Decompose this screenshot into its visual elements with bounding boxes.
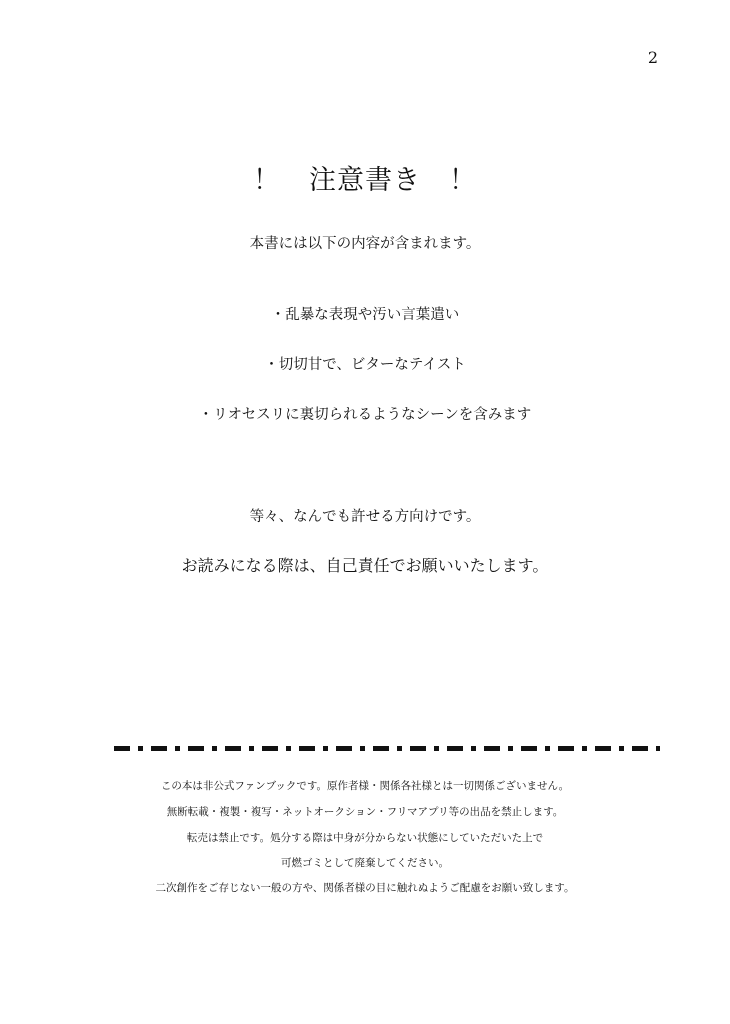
warning-item: ・乱暴な表現や汚い言葉遣い xyxy=(270,307,460,323)
dashed-divider xyxy=(114,746,660,751)
page-number: 2 xyxy=(647,48,658,67)
closing-text: お読みになる際は、自己責任でお願いいたします。 xyxy=(181,556,549,575)
notice-line: この本は非公式ファンブックです。原作者様・関係各社様とは一切関係ございません。 xyxy=(160,780,570,792)
intro-text: 本書には以下の内容が含まれます。 xyxy=(249,236,481,252)
notice-line: 転売は禁止です。処分する際は中身が分からない状態にしていただいた上で xyxy=(186,832,544,844)
warning-item: ・切切甘で、ビターなテイスト xyxy=(264,357,466,373)
notice-line: 可燃ゴミとして廃棄してください。 xyxy=(281,857,449,869)
closing-text: 等々、なんでも許せる方向けです。 xyxy=(249,509,481,525)
notice-line: 二次創作をご存じない一般の方や、関係者様の目に触れぬようご配慮をお願い致します。 xyxy=(155,882,575,894)
notice-line: 無断転載・複製・複写・ネットオークション・フリマアプリ等の出品を禁止します。 xyxy=(166,806,564,818)
warning-item: ・リオセスリに裏切られるようなシーンを含みます xyxy=(198,407,532,423)
page-title: ！ 注意書き ！ xyxy=(253,165,477,196)
